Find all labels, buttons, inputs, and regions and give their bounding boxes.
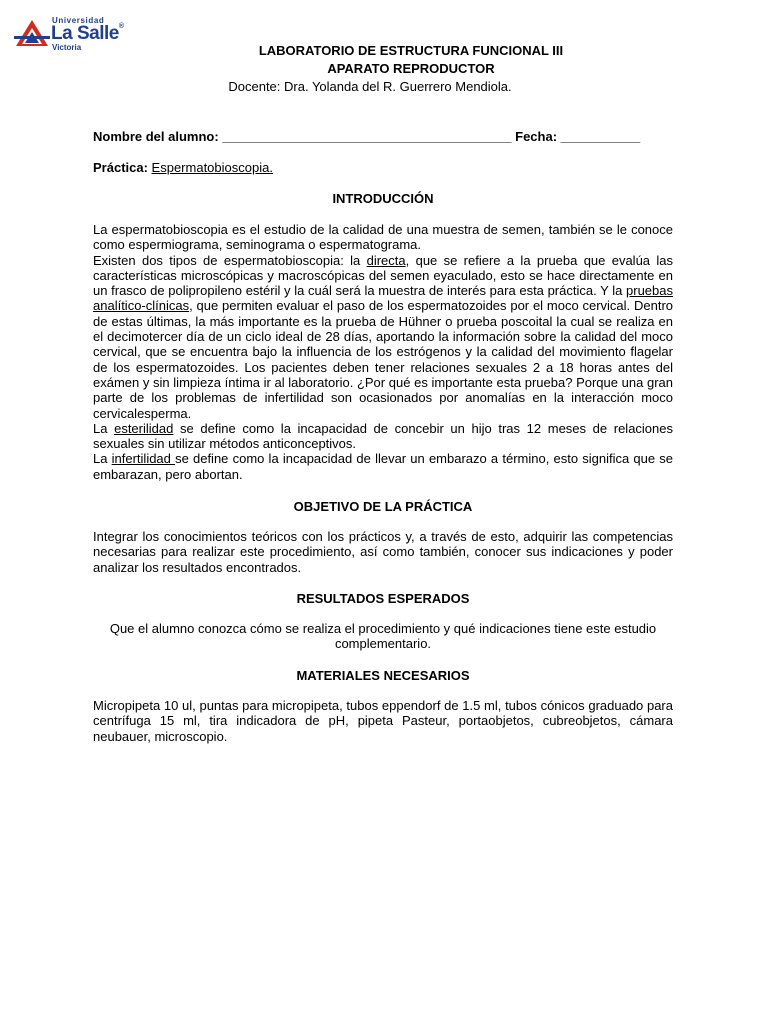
- intro-body: [93, 222, 673, 482]
- objective-text: Integrar los conocimientos teóricos con los prácticos y, a través de esto, adquirir las competencias necesarias para realizar este procedimiento, así como también, conocer sus indicaciones y poder analizar los resultados encontrados.: [93, 529, 673, 575]
- teacher-line: Docente: Dra. Yolanda del R. Guerrero Mendiola.: [228, 79, 512, 94]
- objective-heading: OBJETIVO DE LA PRÁCTICA: [293, 499, 473, 514]
- link-esterilidad: esterilidad: [114, 420, 174, 436]
- date-blank: ___________: [560, 129, 641, 144]
- student-name-blank: ________________________________________: [222, 129, 512, 144]
- expected-text: Que el alumno conozca cómo se realiza el procedimiento y qué indicaciones tiene este estudio complementario.: [109, 621, 657, 652]
- student-name-label: Nombre del alumno:: [93, 129, 219, 144]
- link-pruebas: pruebas analítico-clínicas: [93, 283, 673, 314]
- student-name-row: [93, 129, 673, 145]
- link-infertilidad: infertilidad: [111, 451, 176, 467]
- intro-heading: INTRODUCCIÓN: [332, 191, 434, 206]
- logo-name-text: La Salle®: [51, 23, 124, 44]
- expected-heading: RESULTADOS ESPERADOS: [296, 591, 470, 606]
- date-label: Fecha:: [515, 129, 558, 144]
- lab-title: LABORATORIO DE ESTRUCTURA FUNCIONAL III: [258, 43, 564, 58]
- practice-value: Espermatobioscopia.: [151, 160, 273, 175]
- intro-paragraph-2: Existen dos tipos de espermatobioscopia: la directa, que se refiere a la prueba que evalúa las características microscópicas y macroscópicas del semen eyaculado, esto se hace directamente en un frasco de polipropileno estéril y la cuál será la muestra de interés para esta práctica. Y la pruebas analítico-clínicas, que permiten evaluar el paso de los espermatozoides por el moco cervical. Dentro de estas últimas, la más importante es la prueba de Hühner o prueba poscoital la cual se realiza en el decimotercer día de un ciclo ideal de 28 días, aportando la información sobre la calidad del moco cervical, que se encuentra bajo la influencia de los estrógenos y la calidad del movimiento flagelar de los espermatozoides. Los pacientes deben tener relaciones sexuales 2 a 18 horas antes del exámen y sin limpieza íntima ir al laboratorio. ¿Por qué es importante esta prueba? Porque una gran parte de los problemas de infertilidad son ocasionados por anomalías en la interacción moco cervicalesperma.: [93, 252, 673, 421]
- intro-paragraph-3: La esterilidad se define como la incapacidad de concebir un hijo tras 12 meses de relaciones sexuales sin utilizar métodos anticonceptivos.: [93, 420, 674, 452]
- practice-row: [93, 160, 673, 176]
- logo-university-text: Universidad: [52, 16, 105, 25]
- materials-heading: MATERIALES NECESARIOS: [296, 668, 470, 683]
- logo-campus-text: Victoria: [52, 43, 82, 52]
- practice-label: Práctica:: [93, 160, 148, 175]
- intro-paragraph-1: La espermatobioscopia es el estudio de la calidad de una muestra de semen, también se le conoce como espermiograma, seminograma o espermatograma.: [93, 222, 673, 253]
- lab-subtitle: APARATO REPRODUCTOR: [327, 61, 495, 76]
- materials-text: Micropipeta 10 ul, puntas para micropipeta, tubos eppendorf de 1.5 ml, tubos cónicos graduado para centrífuga 15 ml, tira indicadora de pH, pipeta Pasteur, portaobjetos, cubreobjetos, cámara neubauer, microscopio.: [93, 698, 673, 744]
- intro-paragraph-4: La infertilidad se define como la incapacidad de llevar un embarazo a término, esto significa que se embarazan, pero abortan.: [93, 451, 673, 482]
- link-directa: directa: [366, 252, 406, 268]
